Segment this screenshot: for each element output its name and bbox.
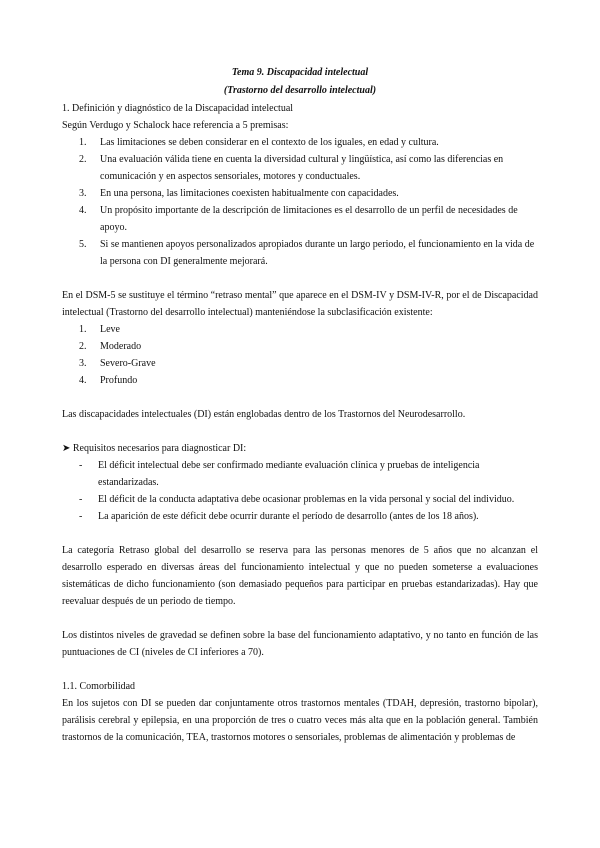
severity-paragraph: Los distintos niveles de gravedad se definen sobre la base del funcionamiento adaptativo, y no tanto en función de las puntuaciones de CI (niveles de CI inferiores a 70). xyxy=(62,630,538,658)
list-number: 1. xyxy=(79,324,87,335)
dash-bullet: - xyxy=(79,511,83,522)
requirements-heading: ➤ Requisitos necesarios para diagnosticar DI: xyxy=(62,443,247,454)
list-item xyxy=(62,491,538,508)
section-1-1-heading: 1.1. Comorbilidad xyxy=(62,681,136,692)
neurodevelopment-paragraph: Las discapacidades intelectuales (DI) están englobadas dentro de los Trastornos del Neurodesarrollo. xyxy=(62,409,466,420)
premises-intro: Según Verdugo y Schalock hace referencia a 5 premisas: xyxy=(62,120,289,131)
dsm-paragraph: En el DSM-5 se sustituye el término “retraso mental” que aparece en el DSM-IV y DSM-IV-R, por el de Discapacidad intelectual (Trastorno del desarrollo intelectual) manteniéndose la subclasificación existente: xyxy=(62,290,538,318)
list-item xyxy=(62,151,538,185)
list-item-text: Las limitaciones se deben considerar en el contexto de los iguales, en edad y cultura. xyxy=(100,137,439,148)
list-item xyxy=(62,134,538,151)
global-delay-paragraph: La categoría Retraso global del desarrollo se reserva para las personas menores de 5 años que no alcanzan el desarrollo esperado en diversas áreas del funcionamiento intelectual y que no pueden someterse a evaluaciones sistemáticas de dicho funcionamiento (son demasiado pequeños para participar en pruebas estandarizadas). Hay que reevaluar después de un periodo de tiempo. xyxy=(62,545,538,607)
list-number: 3. xyxy=(79,358,87,369)
list-item-text: Un propósito importante de la descripción de limitaciones es el desarrollo de un perfil de necesidades de apoyo. xyxy=(100,205,518,233)
comorbidity-paragraph: En los sujetos con DI se pueden dar conjuntamente otros trastornos mentales (TDAH, depresión, trastorno bipolar), parálisis cerebral y epilepsia, en una proporción de tres o cuatro veces más alta que en la población general. También trastornos de la comunicación, TEA, trastornos motores o sensoriales, problemas de alimentación y problemas de xyxy=(62,698,538,743)
list-number: 2. xyxy=(79,341,87,352)
list-item xyxy=(62,457,538,491)
list-item-text: Moderado xyxy=(100,341,142,352)
list-number: 4. xyxy=(79,375,87,386)
list-item-text: Si se mantienen apoyos personalizados apropiados durante un largo periodo, el funcionamiento en la vida de la persona con DI generalmente mejorará. xyxy=(100,239,535,267)
list-item xyxy=(62,338,538,355)
list-item xyxy=(62,185,538,202)
list-item-text: El déficit de la conducta adaptativa debe ocasionar problemas en la vida personal y social del individuo. xyxy=(98,494,515,505)
list-number: 1. xyxy=(79,137,87,148)
list-item xyxy=(62,372,538,389)
list-number: 3. xyxy=(79,188,87,199)
severity-levels-list xyxy=(62,321,538,389)
section-1-heading: 1. Definición y diagnóstico de la Discapacidad intelectual xyxy=(62,103,294,114)
title-line-2: (Trastorno del desarrollo intelectual) xyxy=(223,85,377,96)
list-item-text: En una persona, las limitaciones coexisten habitualmente con capacidades. xyxy=(100,188,399,199)
title-line-1: Tema 9. Discapacidad intelectual xyxy=(231,67,369,78)
dash-bullet: - xyxy=(79,460,83,471)
dash-bullet: - xyxy=(79,494,83,505)
list-item xyxy=(62,355,538,372)
document-title xyxy=(62,64,538,100)
list-number: 4. xyxy=(79,205,87,216)
list-item xyxy=(62,236,538,270)
premises-list xyxy=(62,134,538,270)
requirements-list xyxy=(62,457,538,525)
list-number: 5. xyxy=(79,239,87,250)
list-item-text: La aparición de este déficit debe ocurrir durante el período de desarrollo (antes de los 18 años). xyxy=(98,511,479,522)
list-item-text: Una evaluación válida tiene en cuenta la diversidad cultural y lingüística, así como las diferencias en comunicación y en aspectos sensoriales, motores y conductuales. xyxy=(100,154,504,182)
list-item xyxy=(62,202,538,236)
list-item xyxy=(62,508,538,525)
list-number: 2. xyxy=(79,154,87,165)
list-item xyxy=(62,321,538,338)
list-item-text: Severo-Grave xyxy=(100,358,156,369)
list-item-text: Leve xyxy=(100,324,120,335)
list-item-text: El déficit intelectual debe ser confirmado mediante evaluación clínica y pruebas de inteligencia estandarizadas. xyxy=(98,460,480,488)
list-item-text: Profundo xyxy=(100,375,138,386)
